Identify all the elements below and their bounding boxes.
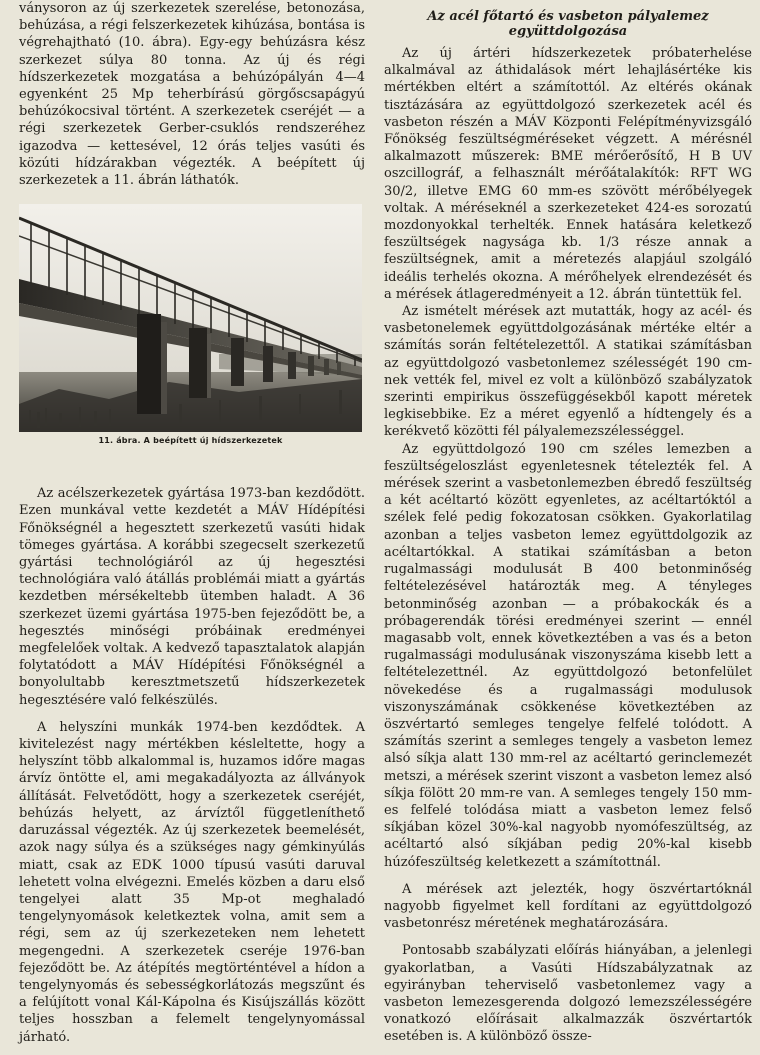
right-column <box>384 0 752 1046</box>
right-paragraph-4: A mérések azt jelezték, hogy öszvértartóknál nagyobb figyelmet kell fordítani az együttdolgozó vasbetonrész méretének meghatározására. <box>384 881 752 932</box>
right-paragraph-1: Az új ártéri hídszerkezetek próbaterhelése alkalmával az áthidalások mért lehajlásértéke kis mértékben eltért a számítottól. Az eltérés okának tisztázására az együttdolgozó szerkezetek acél és vasbeton részén a MÁV Központi Felépítményvizsgáló Főnökség feszültségméréseket végzett. A mérésnél alkalmazott műszerek: BME mérőerősítő, H B UV oszcillográf, a felhasznált mérőátalakítók: RFT WG 30/2, illetve EMG 60 mm-es szövött mérőbélyegek voltak. A méréseknél a szerkezeteket 424-es sorozatú mozdonyokkal terhelték. Ennek hatására keletkező feszültségek nagysága kb. 1/3 része annak a feszültségnek, amit a méretezés alapjául szolgáló ideális terhelés okozna. A mérőhelyek elrendezését és a mérések átlageredményeit a 12. ábrán tüntettük fel. <box>384 46 752 302</box>
section-title: Az acél főtartó és vasbeton pályalemez együttdolgozása <box>427 9 709 39</box>
right-paragraph-2: Az ismételt mérések azt mutatták, hogy az acél- és vasbetonelemek együttdolgozásának mértéke eltér a számítás során feltételezettől. A statikai számításban az együttdolgozó vasbetonlemez szélességét 190 cm-nek vették fel, mivel ez volt a különböző szabályzatok szerinti empirikus összefüggésekből kapott méretek legkisebbike. Ez a méret egyenlő a hídtengely és a kerékvető közötti fél pályalemezszélességgel. <box>384 304 752 440</box>
right-paragraph-5: Pontosabb szabályzati előírás hiányában, a jelenlegi gyakorlatban, a Vasúti Hídszabályzatnak az egyirányban teherviselő vasbetonlemez vagy a vasbeton lemezesgerenda dolgozó lemezszélességére vonatkozó előírásait alkalmazzák öszvértartók esetében is. A különböző össze- <box>384 943 752 1045</box>
right-paragraph-3: Az együttdolgozó 190 cm széles lemezben a feszültségeloszlást egyenletesnek tételezték fel. A mérések szerint a vasbetonlemezben ébredő feszültség a két acéltartó között egyenletes, az acéltartóktól a szélek felé pedig fokozatosan csökken. Gyakorlatilag azonban a teljes vasbeton lemez együttdolgozik az acéltartókkal. A statikai számításban a beton rugalmassági modulusát B 400 betonminőség feltételezésével határozták meg. A tényleges betonminőség azonban — a próbakockák és a próbagerendák törési eredményei szerint — ennél magasabb volt, ennek következtében a vas és a beton rugalmassági modulusának viszonyszáma kisebb lett a feltételezettnél. Az együttdolgozó betonfelület növekedése és a rugalmassági modulusok viszonyszámának csökkenése következtében az öszvértartó semleges tengelye felfelé tolódott. A számítás szerint a semleges tengely a vasbeton lemez alsó síkja alatt 130 mm-rel az acéltartó gerinclemezét metszi, a mérések szerint viszont a vasbeton lemez alsó síkja fölött 20 mm-re van. A semleges tengely 150 mm-es felfelé tolódása miatt a vasbeton lemez felső síkjában közel 30%-kal nagyobb nyomófeszültség, az acéltartó alsó síkjában pedig 20%-kal kisebb húzófeszültség keletkezett a számítottnál. <box>384 441 752 870</box>
left-column <box>19 0 365 1046</box>
figure-caption: 11. ábra. A beépített új hídszerkezetek <box>98 436 283 446</box>
figure-11 <box>19 204 362 445</box>
left-paragraph-fabrication: Az acélszerkezetek gyártása 1973-ban kezdődött. Ezen munkával vette kezdetét a MÁV Hídépítési Főnökségnél a hegesztett szerkezetű vasúti hidak tömeges gyártása. A korábbi szegecselt szerkezetű gyártási technológiáról az új hegesztési technológiára való átállás problémái miatt a gyártás kezdetben mérsékeltebb ütemben haladt. A 36 szerkezet üzemi gyártása 1975-ben fejeződött be, a hegesztés minőségi próbáinak eredményei megfelelőek voltak. A kedvező tapasztalatok alapján folytatódott a MÁV Hídépítési Főnökségnél a bonyolultabb keresztmetszetű hídszerkezetek hegesztésére való felkészülés. <box>19 486 365 708</box>
bridge-photo <box>19 204 362 432</box>
left-paragraph-intro: ványsoron az új szerkezetek szerelése, betonozása, behúzása, a régi felszerkezetek kihúzása, bontása is végrehajtható (10. ábra). Egy-egy behúzásra kész szerkezet súlya 80 tonna. Az új és régi hídszerkezetek mozgatása a behúzópályán 4—4 egyenként 25 Mp teherbírású görgőscsapágyú behúzókocsival történt. A szerkezetek cseréjét — a régi szerkezetek Gerber-csuklós rendszeréhez igazodva — kettesével, 12 órás teljes vasúti és közúti hídzárakban végezték. A beépített új szerkezetek a 11. ábrán láthatók. <box>19 1 365 189</box>
left-paragraph-site-works: A helyszíni munkák 1974-ben kezdődtek. A kivitelezést nagy mértékben késleltette, hogy a helyszínt több alkalommal is, huzamos időre magas árvíz öntötte el, ami megakadályozta az állványok állítását. Felvetődött, hogy a szerkezetek cseréjét, behúzás helyett, az árvíztől függetleníthető daruzással végezték. Az új szerkezetek beemelését, azok nagy súlya és a szükséges nagy gémkinyúlás miatt, csak az EDK 1000 típusú vasúti daruval lehetett volna elvégezni. Emelés közben a daru első tengelyei alatt 35 Mp-ot meghaladó tengelynyomások keletkeztek volna, amit sem a régi, sem az új szerkezeteken nem lehetett megengedni. A szerkezetek cseréje 1976-ban fejeződött be. Az átépítés megtörténtével a hídon a tengelynyomás és sebességkorlátozás megszűnt és a felújított vonal Kál-Kápolna és Kisújszállás között teljes hosszban a felemelt tengelynyomással járható. <box>19 719 365 1045</box>
